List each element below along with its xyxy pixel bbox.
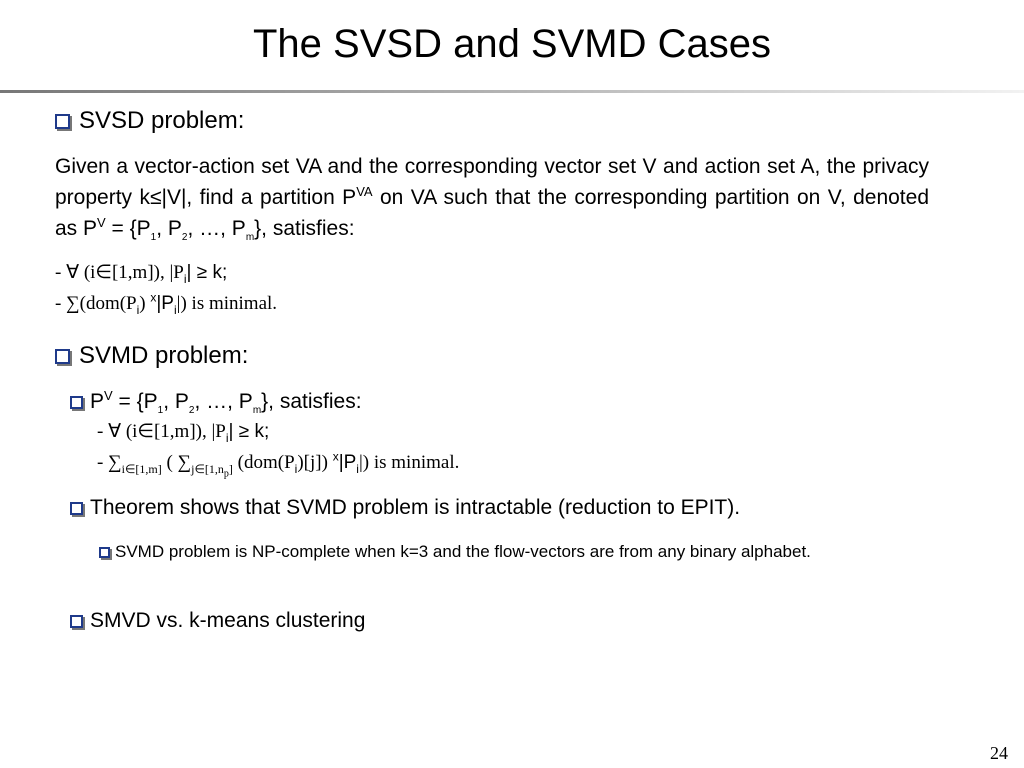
svmd-c2-d: )[j]) <box>297 452 333 473</box>
svmd-c2-sub-a: i∈[1,m] <box>121 461 162 476</box>
svsd-c2-mid: ) <box>139 293 151 314</box>
svsd-sup-v: V <box>97 215 106 230</box>
svsd-c1-suffix: | ≥ k; <box>186 262 228 283</box>
svmd-pv-2: = {P <box>112 390 158 413</box>
svsd-heading <box>55 106 244 136</box>
svmd-condition-1 <box>97 419 269 445</box>
svmd-kmeans <box>70 607 365 635</box>
checkbox-bullet-icon <box>70 615 83 628</box>
svmd-theorem-text: Theorem shows that SVMD problem is intractable (reduction to EPIT). <box>90 496 741 519</box>
svmd-c2-sub-b3: ] <box>228 461 233 476</box>
checkbox-bullet-icon <box>70 396 83 409</box>
svsd-c1-prefix: - ∀ (i∈[1,m]), |P <box>55 262 184 283</box>
svmd-heading <box>55 341 248 371</box>
svsd-heading-text: SVSD problem: <box>79 107 245 134</box>
slide-title: The SVSD and SVMD Cases <box>253 22 771 66</box>
svmd-c2-sub-b2: p <box>223 468 229 480</box>
svmd-pv-3: , P <box>163 390 189 413</box>
svmd-c2-e: |P <box>338 452 357 473</box>
svsd-text-2: on VA such that the corresponding partition on V, denoted as P <box>55 186 929 240</box>
checkbox-bullet-icon <box>99 547 110 558</box>
svsd-text-6: }, satisfies: <box>254 217 355 240</box>
svmd-c2-sub-b: j∈[1,n <box>191 461 224 476</box>
svsd-c2-sub1: i <box>136 302 140 317</box>
svsd-c2-suffix: |) is minimal. <box>176 293 278 314</box>
svsd-c1-sub: i <box>183 271 187 286</box>
svmd-pv-5: }, satisfies: <box>261 390 362 413</box>
svsd-sup-va: VA <box>356 184 373 199</box>
page-number: 24 <box>990 743 1008 763</box>
svmd-np-complete <box>99 539 919 565</box>
svsd-c2-prefix: - ∑(dom(P <box>55 293 137 314</box>
svmd-pv-sup: V <box>104 388 113 403</box>
checkbox-bullet-icon <box>70 502 83 515</box>
svmd-pv-sub2: 2 <box>188 405 195 417</box>
svmd-c2-b: ( ∑ <box>161 452 192 473</box>
svsd-sub-m: m <box>245 232 255 244</box>
svmd-theorem <box>70 494 740 522</box>
svsd-c2-x: x <box>150 290 157 305</box>
svsd-condition-2 <box>55 291 277 317</box>
svsd-sub-1: 1 <box>150 232 157 244</box>
svmd-c2-a: - ∑ <box>97 452 122 473</box>
svsd-text-4: , P <box>156 217 182 240</box>
svmd-c1-sub: i <box>225 430 229 445</box>
svsd-condition-1 <box>55 260 227 286</box>
svsd-description <box>55 151 929 244</box>
svmd-np-text: SVMD problem is NP-complete when k=3 and the flow-vectors are from any binary alphabet. <box>115 542 811 561</box>
svsd-text-5: , …, P <box>187 217 246 240</box>
svsd-text-1: Given a vector-action set VA and the corresponding vector set V and action set A, the privacy property k≤|V|, find a partition P <box>55 155 929 209</box>
svsd-text-3: = {P <box>105 217 151 240</box>
svmd-heading-text: SVMD problem: <box>79 342 249 369</box>
checkbox-bullet-icon <box>55 349 70 364</box>
svmd-c2-f: |) is minimal. <box>358 452 460 473</box>
svmd-condition-2 <box>97 449 460 480</box>
svmd-pv-4: , …, P <box>194 390 253 413</box>
svsd-sub-2: 2 <box>181 232 188 244</box>
svmd-c2-sub-e: i <box>356 461 359 476</box>
svmd-pv-subm: m <box>252 405 262 417</box>
svmd-kmeans-text: SMVD vs. k-means clustering <box>90 609 366 632</box>
svsd-c2-mid2: |P <box>156 293 174 314</box>
svmd-pv-1: P <box>90 390 105 413</box>
svmd-c2-sub-c: i <box>294 461 298 476</box>
title-divider <box>0 90 1024 93</box>
svmd-pv-sub1: 1 <box>157 405 164 417</box>
svmd-partition-line <box>70 388 362 416</box>
svmd-c1-suffix: | ≥ k; <box>228 421 270 442</box>
svsd-c2-sub2: i <box>173 302 177 317</box>
svmd-c2-c: (dom(P <box>232 452 295 473</box>
checkbox-bullet-icon <box>55 114 70 129</box>
svmd-c2-x: x <box>332 449 339 464</box>
svmd-c1-prefix: - ∀ (i∈[1,m]), |P <box>97 421 226 442</box>
